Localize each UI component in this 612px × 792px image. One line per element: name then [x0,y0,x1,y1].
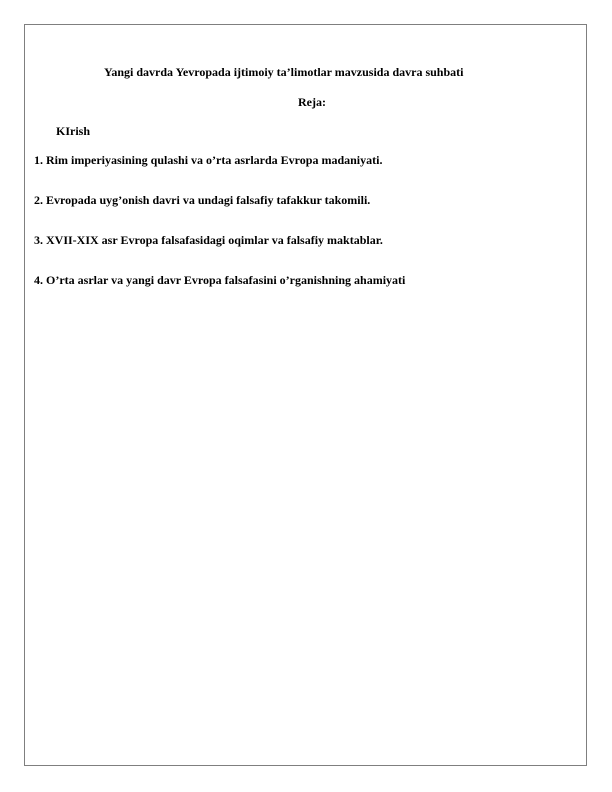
plan-heading: Reja: [298,95,326,109]
plan-list [34,153,405,313]
plan-item-4: 4. O’rta asrlar va yangi davr Evropa falsafasini o’rganishning ahamiyati [34,273,406,287]
plan-item-2: 2. Evropada uyg’onish davri va undagi falsafiy tafakkur takomili. [34,193,371,207]
page-frame [24,24,587,766]
intro-heading: KIrish [56,124,91,138]
plan-item-1: 1. Rim imperiyasining qulashi va o’rta asrlarda Evropa madaniyati. [34,153,383,167]
plan-item-3: 3. XVII-XIX asr Evropa falsafasidagi oqimlar va falsafiy maktablar. [34,233,383,247]
document-title: Yangi davrda Yevropada ijtimoiy ta’limotlar mavzusida davra suhbati [104,65,464,79]
